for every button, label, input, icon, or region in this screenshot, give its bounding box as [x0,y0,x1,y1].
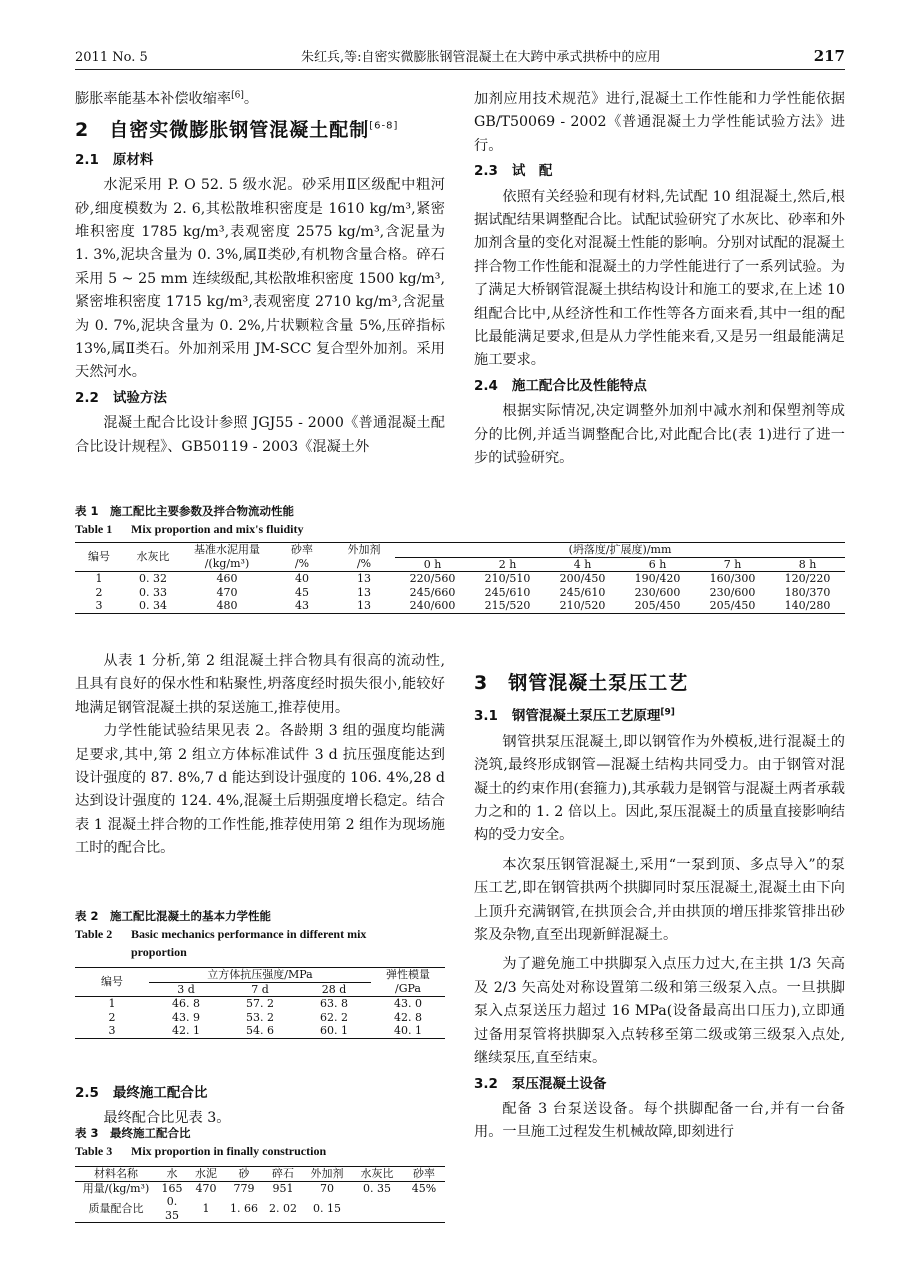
table-cell: 2 [108,1010,116,1024]
col-header: 水灰比 [123,543,183,572]
col-header: 立方体抗压强度/MPa [149,968,371,983]
table-cell: 57. 2 [246,997,274,1010]
table-cell: 0. 34 [139,599,167,612]
table-cell: 用量/(kg/m³) [82,1181,150,1195]
table-cell: 205/450 [634,599,681,612]
table-cell: 951 [272,1181,294,1195]
paragraph: 钢管拱泵压混凝土,即以钢管作为外模板,进行混凝土的浇筑,最终形成钢管—混凝土结构共同受力。由于钢管对混凝土的约束作用(套箍力),其承载力是钢管与混凝土两者承载力之和的 1. 2 倍以上。因此,泵压混凝土的质量直接影响结构的受力安全。 [474,733,845,844]
table-cell [403,1195,445,1223]
table-cell: 54. 6 [246,1024,274,1037]
table-cell: 470 [195,1181,217,1195]
running-title: 朱红兵,等:自密实微膨胀钢管混凝土在大跨中承式拱桥中的应用 [300,50,661,65]
col-header: 水泥 [187,1167,225,1182]
table-cell: 43. 9 [172,1010,200,1024]
table-cell: 42. 8 [394,1010,422,1024]
table-cell: 13 [357,599,371,612]
col-header: 编号 [75,543,123,572]
table-cell: 470 [216,585,238,599]
section-2-heading: 2 自密实微膨胀钢管混凝土配制[6-8] [75,119,399,142]
paragraph: 根据实际情况,决定调整外加剂中减水剂和保塑剂等成分的比例,并适当调整配合比,对此配合比(表 1)进行了进一步的试验研究。 [474,403,845,467]
time-header: 7 h [695,557,770,572]
right-column-bottom [474,650,845,1145]
citation: [9] [660,707,675,718]
table-3 [75,1166,445,1223]
time-header: 8 h [770,557,845,572]
table-row [75,1195,445,1223]
page-number: 217 [813,47,845,65]
col-header: 砂率 [403,1167,445,1182]
table-cell: 165 [161,1181,183,1195]
table-cell: 43 [295,599,309,612]
table-cell: 190/420 [634,572,681,585]
table-cell: 13 [357,585,371,599]
col-header: 弹性模量 [386,968,430,982]
table-cell: 3 [108,1024,116,1037]
table-cell: 53. 2 [246,1010,274,1024]
table-cell: 480 [216,599,238,612]
col-header-unit: /(kg/m³) [183,557,271,572]
table-cell: 1 [202,1201,210,1215]
table-cell: 210/520 [559,599,606,612]
paragraph: 从表 1 分析,第 2 组混凝土拌合物具有很高的流动性,且具有良好的保水性和粘聚性,坍落度经时损失很小,能较好地满足钢管混凝土拱的泵送施工,推荐使用。 [75,653,445,716]
paragraph: 本次泵压钢管混凝土,采用“一泵到顶、多点导入”的泵压工艺,即在钢管拱两个拱脚同时泵压混凝土,混凝土由下向上顶升充满钢管,在拱顶会合,并由拱顶的增压排浆管排出砂浆及杂物,直至出现新鲜混凝土。 [474,856,845,944]
col-header: 基准水泥用量 [194,543,260,557]
col-header: (坍落度/扩展度)/mm [395,543,845,558]
section-3-1-heading: 3.1 钢管混凝土泵压工艺原理[9] [474,707,675,725]
table-row [75,1024,445,1038]
age-header: 7 d [223,982,297,997]
table-cell: 0. 35 [363,1181,391,1195]
table-row [75,997,445,1011]
table-row [75,586,845,600]
table-row [75,599,845,613]
table-cell: 1 [108,997,116,1010]
table-cell: 0. 15 [313,1201,341,1215]
table-cell: 180/370 [784,585,831,599]
table-cell: 220/560 [409,572,456,585]
table-2 [75,967,445,1039]
section-2-2-heading: 2.2 试验方法 [75,389,167,406]
table-cell: 45% [411,1181,437,1195]
table-2-caption-en: Table 2 Basic mechanics performance in different mix [75,927,367,941]
citation: [6] [231,90,244,101]
table-2-block [75,907,445,1039]
table-1-block [75,502,845,614]
section-3-2-heading: 3.2 泵压混凝土设备 [474,1075,607,1092]
table-cell: 120/220 [784,572,831,585]
section-3-heading: 3 钢管混凝土泵压工艺 [474,672,689,694]
table-cell: 215/520 [484,599,531,612]
table-cell: 63. 8 [320,997,348,1010]
col-header: 水灰比 [351,1167,403,1182]
age-header: 3 d [149,982,223,997]
table-cell: 210/510 [484,572,531,585]
col-header: 砂 [225,1167,263,1182]
time-header: 2 h [470,557,545,572]
time-header: 4 h [545,557,620,572]
col-header: 材料名称 [75,1167,157,1182]
col-header: 编号 [75,968,149,997]
col-header: 碎石 [263,1167,303,1182]
issue-label: 2011 No. 5 [75,50,148,65]
table-cell: 40 [295,572,309,585]
running-header [75,42,845,70]
col-header: 砂率 [291,543,313,557]
section-2-4-heading: 2.4 施工配合比及性能特点 [474,377,647,394]
col-header-unit: /GPa [371,982,445,997]
table-cell: 62. 2 [320,1010,348,1024]
paragraph: 依照有关经验和现有材料,先试配 10 组混凝土,然后,根据试配结果调整配合比。试配试验研究了水灰比、砂率和外加剂含量的变化对混凝土性能的影响。分别对试配的混凝土拌合物工作性能和混凝土的力学性能进行了一系列试验。为了满足大桥钢管混凝土拱结构设计和施工的要求,在上述 10 组配合比中,从经济性和工作性等各方面来看,其中一组的配比最能满足要求,但是从力学性能来看,又是另一组最能满足施工要求。 [474,188,845,369]
table-cell: 13 [357,572,371,585]
table-cell: 2. 02 [269,1201,297,1215]
intro-paragraph: 膨胀率能基本补偿收缩率[6]。 [75,90,259,107]
left-column-bottom [75,650,445,861]
table-cell: 245/610 [559,585,606,599]
table-cell: 230/600 [709,585,756,599]
table-cell: 43. 0 [394,997,422,1010]
table-2-caption-zh: 表 2 施工配比混凝土的基本力学性能 [75,909,272,923]
paragraph: 配备 3 台泵送设备。每个拱脚配备一台,并有一台备用。一旦施工过程发生机械故障,即刻进行 [474,1100,845,1141]
table-cell: 245/660 [409,585,456,599]
table-cell: 1 [95,572,103,585]
table-cell: 40. 1 [394,1024,422,1037]
table-cell: 205/450 [709,599,756,612]
table-1 [75,542,845,614]
left-column-top [75,88,445,459]
table-cell: 140/280 [784,599,831,612]
paragraph: 混凝土配合比设计参照 JGJ55 - 2000《普通混凝土配合比设计规程》、GB50119 - 2003《混凝土外 [75,415,445,455]
table-cell: 3 [95,599,103,612]
table-cell: 230/600 [634,585,681,599]
paragraph: 力学性能试验结果见表 2。各龄期 3 组的强度均能满足要求,其中,第 2 组立方体标准试件 3 d 抗压强度能达到设计强度的 87. 8%,7 d 能达到设计强度的 106. 4%,28 d 达到设计强度的 124. 4%,混凝土后期强度增长稳定。结合表 1 混凝土拌合物的工作性能,推荐使用第 2 组作为现场施工时的配合比。 [75,723,445,857]
table-cell: 0. 33 [139,585,167,599]
citation: [6-8] [369,121,399,133]
table-cell: 779 [233,1181,255,1195]
table-3-caption-en: Table 3 Mix proportion in finally construction [75,1144,327,1158]
table-cell: 0. 32 [139,572,167,585]
col-header: 外加剂 [347,543,381,557]
table-cell: 1. 66 [230,1201,258,1215]
right-column-top [474,88,845,471]
paragraph: 最终配合比见表 3。 [103,1110,231,1127]
table-cell: 2 [95,585,103,599]
paragraph: 为了避免施工中拱脚泵入点压力过大,在主拱 1/3 矢高及 2/3 矢高处对称设置第二级和第三级泵入点。一旦拱脚泵入点泵送压力超过 16 MPa(设备最高出口压力),立即通过备用泵管将拱脚泵入点转移至第二级或第三级泵入点处,继续泵压,直至结束。 [474,956,845,1067]
section-2-1-heading: 2.1 原材料 [75,151,154,168]
table-3-block [75,1124,445,1223]
paragraph: 加剂应用技术规范》进行,混凝土工作性能和力学性能依据 GB/T50069 - 2002《普通混凝土力学性能试验方法》进行。 [474,91,845,154]
col-header: 外加剂 [303,1167,351,1182]
table-cell: 60. 1 [320,1024,348,1037]
table-row [75,572,845,586]
table-cell: 0. 35 [165,1195,179,1222]
paragraph: 水泥采用 P. O 52. 5 级水泥。砂采用Ⅱ区级配中粗河砂,细度模数为 2. 6,其松散堆积密度是 1610 kg/m³,紧密堆积密度 1785 kg/m³,表观密度 2575 kg/m³,含泥量为 1. 3%,泥块含量为 0. 3%,属Ⅱ类砂,有机物含量合格。碎石采用 5 ~ 25 mm 连续级配,其松散堆积密度 1500 kg/m³, 紧密堆积密度 1715 kg/m³,表观密度 2710 kg/m³,含泥量为 0. 7%,泥块含量为 0. 2%,片状颗粒含量 5%,压碎指标 13%,属Ⅱ类石。外加剂采用 JM-SCC 复合型外加剂。采用天然河水。 [75,177,445,381]
time-header: 6 h [620,557,695,572]
table-cell: 160/300 [709,572,756,585]
table-row [75,1181,445,1195]
table-cell: 245/610 [484,585,531,599]
section-2-5-heading: 2.5 最终施工配合比 [75,1085,208,1101]
table-cell: 70 [320,1181,334,1195]
table-cell: 42. 1 [172,1024,200,1037]
col-header-unit: /% [333,557,395,572]
table-3-caption-zh: 表 3 最终施工配合比 [75,1126,191,1140]
col-header: 水 [157,1167,187,1182]
table-1-caption-en: Table 1 Mix proportion and mix's fluidity [75,522,304,536]
time-header: 0 h [395,557,470,572]
table-header-row [75,1167,445,1182]
age-header: 28 d [297,982,371,997]
table-cell [351,1195,403,1223]
table-1-caption-zh: 表 1 施工配比主要参数及拌合物流动性能 [75,504,295,518]
table-cell: 46. 8 [172,997,200,1010]
table-2-caption-en-cont: proportion [131,945,187,959]
col-header-unit: /% [271,557,333,572]
section-2-3-heading: 2.3 试 配 [474,163,553,180]
table-cell: 质量配合比 [88,1201,144,1215]
table-cell: 45 [295,585,309,599]
table-cell: 240/600 [409,599,456,612]
table-cell: 200/450 [559,572,606,585]
table-cell: 460 [216,572,238,585]
table-row [75,1011,445,1025]
